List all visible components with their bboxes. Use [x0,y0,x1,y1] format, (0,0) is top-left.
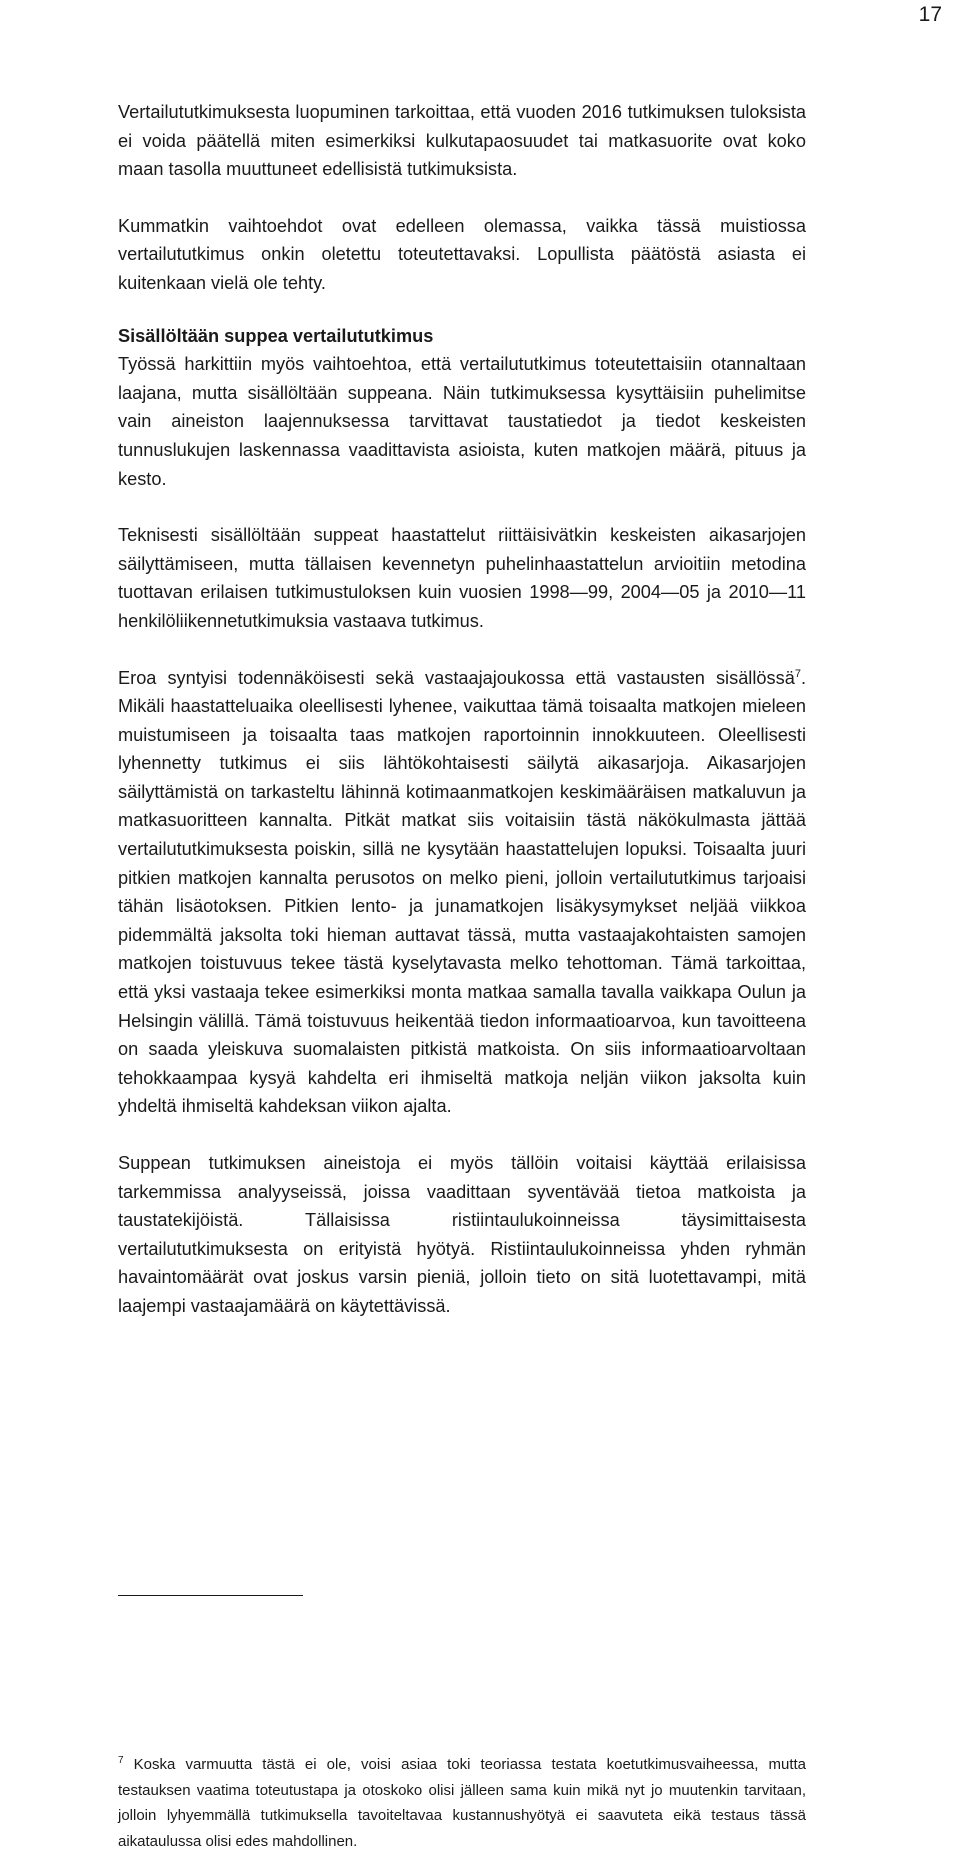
paragraph-analyses: Suppean tutkimuksen aineistoja ei myös tällöin voitaisi käyttää erilaisissa tarkemmissa analyyseissä, joissa vaadittaan syventävää tietoa matkoista ja taustatekijöistä. Tällaisissa ristiintaulukoinneissa täysimittaisesta vertailututkimuksesta on erityistä hyötyä. Ristiintaulukoinneissa yhden ryhmän havaintomäärät ovat joskus varsin pieniä, jolloin tieto on sitä luotettavampi, mitä laajempi vastaajamäärä on käytettävissä. [118,1153,806,1316]
paragraph-differences-rest: . Mikäli haastatteluaika oleellisesti lyhenee, vaikuttaa tämä toisaalta matkojen mieleen muistumiseen ja toisaalta taas matkojen raportoinnin innokkuuteen. Oleellisesti lyhennetty tutkimus ei siis lähtökohtaisesti säilytä aikasarjoja. Aikasarjojen säilyttämistä on tarkasteltu lähinnä kotimaanmatkojen keskimääräisen matkaluvun ja matkasuoritteen kannalta. Pitkät matkat siis voitaisiin tästä näkökulmasta jättää vertailututkimuksesta poiskin, sillä ne kysytään haastattelujen lopuksi. Toisaalta juuri pitkien matkojen kannalta perusotos on melko pieni, jolloin vertailututkimus tarjoaisi tähän lisäotoksen. Pitkien lento- ja junamatkojen lisäkysymykset neljää viikkoa pidemmältä jaksolta toki hieman auttavat tässä, mutta vastaajakohtaisten samojen matkojen toistuvuus tekee tästä kyselytavasta melko tehottoman. Tämä tarkoittaa, että yksi vastaaja tekee esimerkiksi monta matkaa samalla tavalla vaikkapa Oulun ja Helsingin välillä. Tämä toistuvuus heikentää tiedon informaatioarvoa, kun tavoitteena on saada yleiskuva suomalaisten pitkistä matkoista. On siis informaatioarvoltaan tehokkaampaa kysyä kahdelta eri ihmiseltä matkoja neljän viikon jaksolta kuin yhdeltä ihmiseltä kahdeksan viikon ajalta. [118,667,806,1117]
paragraph-narrow-study: Työssä harkittiin myös vaihtoehtoa, että vertailututkimus toteutettaisiin otannaltaan laajana, mutta sisällöltään suppeana. Näin tutkimuksessa kysyttäisiin puhelimitse vain aineiston laajennuksessa tarvittavat taustatiedot ja tiedot keskeisten tunnuslukujen laskennassa vaadittavista asioista, kuten matkojen määrä, pituus ja kesto. [118,354,806,489]
footnote-text: Koska varmuutta tästä ei ole, voisi asiaa toki teoriassa testata koetutkimusvaiheessa, mutta testauksen vaatima toteutustapa ja otoskoko olisi jälleen sama kuin mikä nyt jo muutenkin tarvitaan, jolloin lyhyemmällä tutkimuksella tavoiteltavaa kustannushyötyä ei saavuteta eikä testaus tässä aikataulussa olisi edes mahdollinen. [118,1756,806,1850]
footnote-divider [118,1595,303,1596]
paragraph-differences [118,664,806,1122]
footnote-reference: 7 [794,667,801,680]
paragraph-technical: Teknisesti sisällöltään suppeat haastattelut riittäisivätkin keskeisten aikasarjojen säilyttämiseen, mutta tällaisen kevennetyn puhelinhaastattelun arvioitiin metodina tuottavan erilaisen tutkimustuloksen kuin vuosien 1998—99, 2004—05 ja 2010—11 henkilöliikennetutkimuksia vastaava tutkimus. [118,525,806,631]
footnote-number: 7 [118,1755,124,1766]
page-number: 17 [918,3,942,26]
paragraph-comparison-abandonment: Vertailututkimuksesta luopuminen tarkoittaa, että vuoden 2016 tutkimuksen tuloksista ei voida päätellä miten esimerkiksi kulkutapaosuudet tai matkasuorite ovat koko maan tasolla muuttuneet edellisistä tutkimuksista. [118,102,806,180]
paragraph-both-options: Kummatkin vaihtoehdot ovat edelleen olemassa, vaikka tässä muistiossa vertailututkimus onkin oletettu toteutettavaksi. Lopullista päätöstä asiasta ei kuitenkaan vielä ole tehty. [118,215,806,293]
paragraph-differences-start: Eroa syntyisi todennäköisesti sekä vastaajajoukossa että vastausten sisällössä [118,667,795,688]
section-heading: Sisällöltään suppea vertailututkimus [118,325,434,346]
main-text [118,98,806,1321]
footnote [118,1752,806,1854]
